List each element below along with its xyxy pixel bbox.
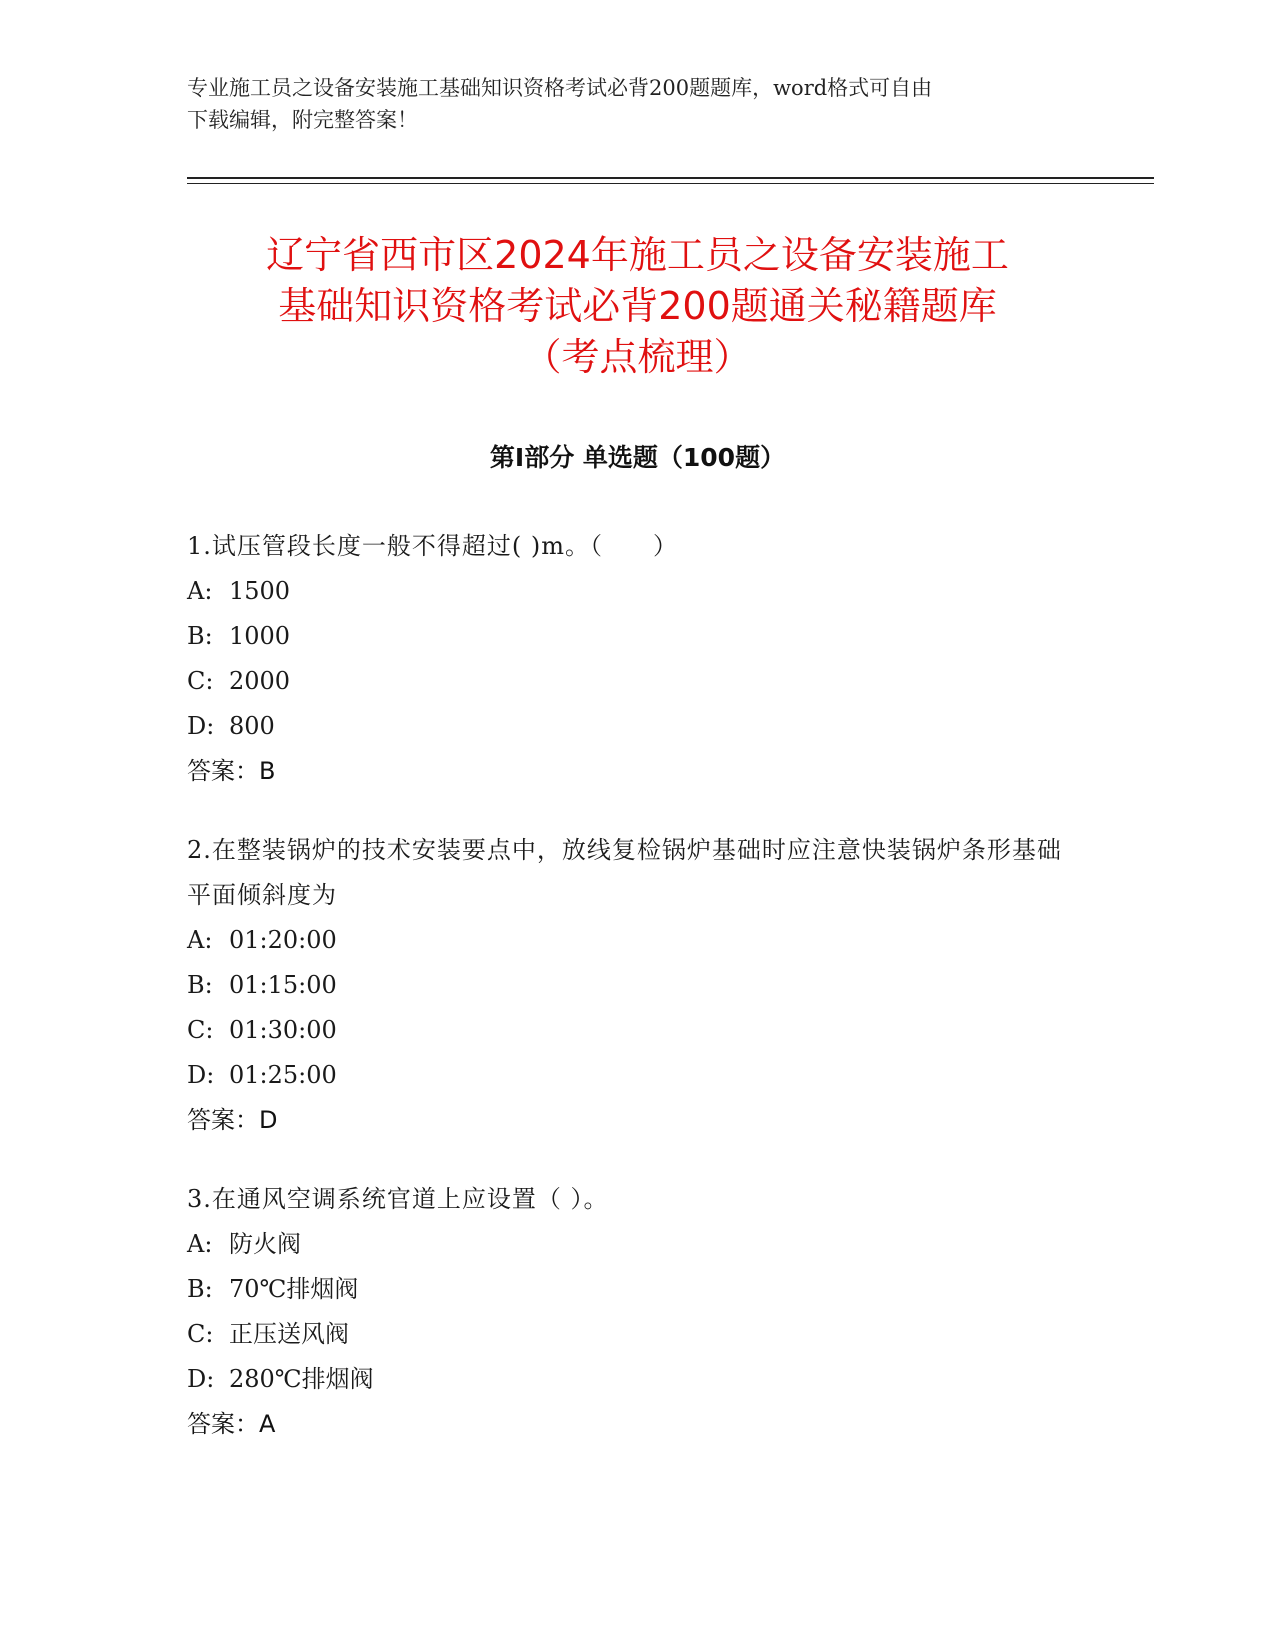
option-d bbox=[187, 704, 1067, 749]
option-b bbox=[187, 614, 1067, 659]
header-note-line-2: 下载编辑，附完整答案！ bbox=[187, 108, 418, 132]
option-key: B: bbox=[187, 622, 213, 650]
question-stem: 2.在整装锅炉的技术安装要点中，放线复检锅炉基础时应注意快装锅炉条形基础平面倾斜度为 bbox=[187, 836, 1062, 909]
document-title bbox=[150, 230, 1125, 383]
title-line-3: （考点梳理） bbox=[523, 335, 752, 379]
option-key: B: bbox=[187, 1275, 213, 1303]
option-b bbox=[187, 963, 1067, 1008]
section-heading: 第Ⅰ部分 单选题（100题） bbox=[489, 443, 786, 472]
option-text: 01:25:00 bbox=[229, 1061, 337, 1089]
header-note bbox=[187, 72, 1087, 136]
header-note-line-1: 专业施工员之设备安装施工基础知识资格考试必背200题题库，word格式可自由 bbox=[187, 76, 933, 100]
question-stem: 1.试压管段长度一般不得超过( )m。（ ） bbox=[187, 532, 679, 560]
option-key: D: bbox=[187, 1061, 215, 1089]
option-b bbox=[187, 1267, 1067, 1312]
option-text: 01:20:00 bbox=[229, 926, 337, 954]
option-key: D: bbox=[187, 712, 215, 740]
option-text: 1500 bbox=[229, 577, 291, 605]
option-key: B: bbox=[187, 971, 213, 999]
option-text: 01:30:00 bbox=[229, 1016, 337, 1044]
option-c bbox=[187, 1008, 1067, 1053]
option-a bbox=[187, 918, 1067, 963]
option-c bbox=[187, 659, 1067, 704]
answer-line: 答案：D bbox=[187, 1106, 278, 1134]
option-text: 防火阀 bbox=[229, 1230, 301, 1258]
title-line-1: 辽宁省西市区2024年施工员之设备安装施工 bbox=[266, 233, 1009, 277]
question-list bbox=[187, 524, 1067, 1481]
option-a bbox=[187, 569, 1067, 614]
option-d bbox=[187, 1357, 1067, 1402]
option-c bbox=[187, 1312, 1067, 1357]
title-line-2: 基础知识资格考试必背200题通关秘籍题库 bbox=[278, 284, 997, 328]
answer-line: 答案：A bbox=[187, 1410, 276, 1438]
option-key: C: bbox=[187, 1016, 214, 1044]
answer-line: 答案：B bbox=[187, 757, 276, 785]
option-text: 2000 bbox=[229, 667, 291, 695]
option-text: 800 bbox=[229, 712, 275, 740]
option-key: A: bbox=[187, 577, 213, 605]
header-divider-thick bbox=[187, 177, 1154, 179]
option-d bbox=[187, 1053, 1067, 1098]
option-key: C: bbox=[187, 667, 214, 695]
option-text: 正压送风阀 bbox=[229, 1320, 349, 1348]
option-text: 01:15:00 bbox=[229, 971, 337, 999]
option-a bbox=[187, 1222, 1067, 1267]
question-2 bbox=[187, 828, 1067, 1143]
option-key: A: bbox=[187, 1230, 213, 1258]
option-key: A: bbox=[187, 926, 213, 954]
header-divider-thin bbox=[187, 183, 1154, 184]
option-key: D: bbox=[187, 1365, 215, 1393]
option-text: 280℃排烟阀 bbox=[229, 1365, 374, 1393]
question-stem: 3.在通风空调系统官道上应设置（ ）。 bbox=[187, 1185, 609, 1213]
option-text: 1000 bbox=[229, 622, 291, 650]
question-1 bbox=[187, 524, 1067, 794]
question-3 bbox=[187, 1177, 1067, 1447]
option-key: C: bbox=[187, 1320, 214, 1348]
option-text: 70℃排烟阀 bbox=[229, 1275, 359, 1303]
